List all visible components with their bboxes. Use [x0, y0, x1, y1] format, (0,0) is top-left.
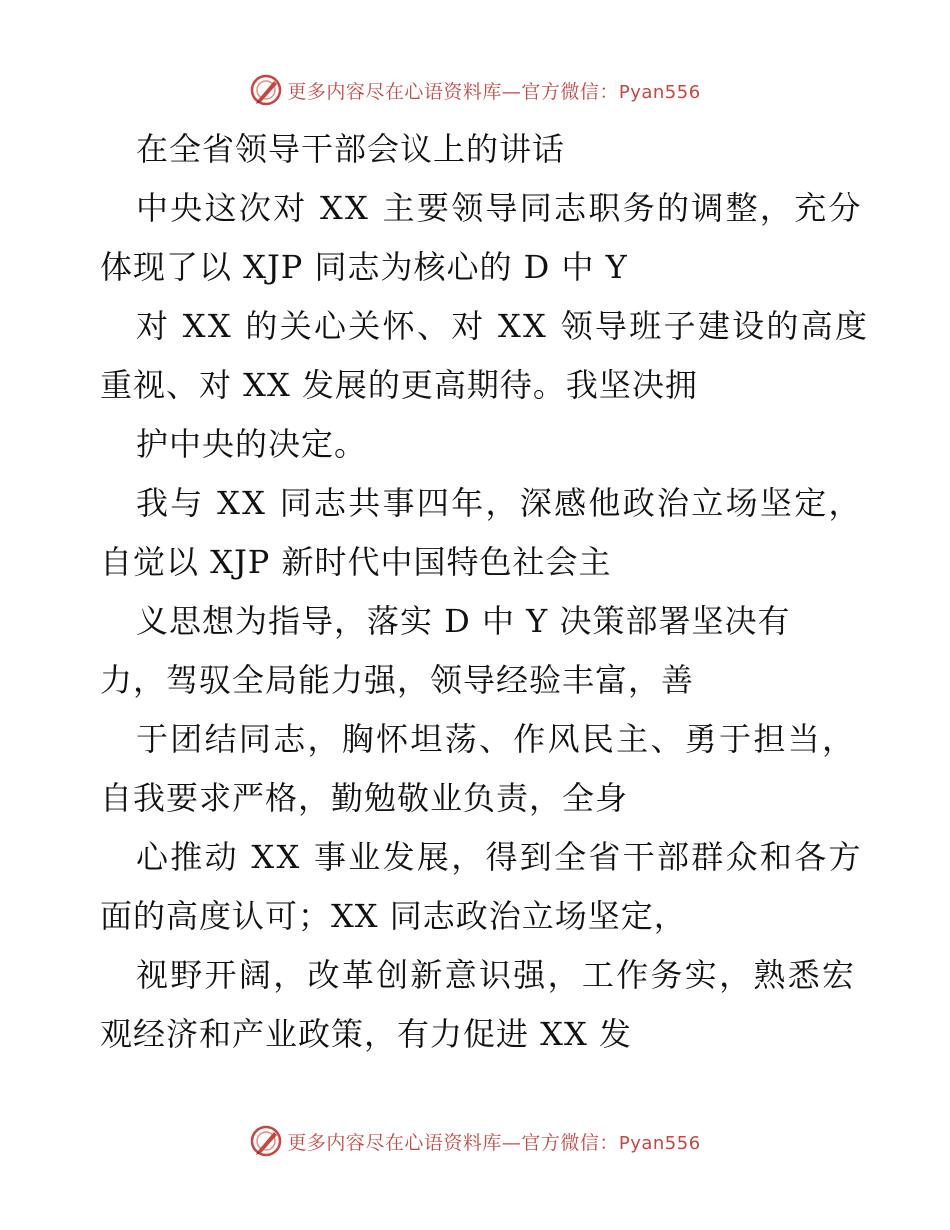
- text-line: 护中央的决定。: [136, 425, 368, 463]
- brand-text: 更多内容尽在心语资料库: [287, 1131, 502, 1154]
- wechat-id: Pyan556: [618, 81, 701, 103]
- text-line: 义思想为指导，落实 D 中 Y 决策部署坚决有: [136, 602, 791, 640]
- wechat-label: 官方微信：: [521, 80, 619, 103]
- text-line: 自我要求严格，勤勉敬业负责，全身: [100, 779, 629, 817]
- dash: —: [501, 80, 522, 103]
- text-line: 中央这次对 XX 主要领导同志职务的调整，充分: [136, 189, 863, 227]
- document-title: 在全省领导干部会议上的讲话: [136, 130, 566, 168]
- text-line: 于团结同志，胸怀坦荡、作风民主、勇于担当，: [136, 720, 857, 758]
- wechat-label: 官方微信：: [521, 1131, 619, 1154]
- text-line: 自觉以 XJP 新时代中国特色社会主: [100, 543, 612, 581]
- text-line: 重视、对 XX 发展的更高期待。我坚决拥: [100, 366, 698, 404]
- header-banner: [0, 70, 950, 110]
- text-line: 力，驾驭全局能力强，领导经验丰富，善: [100, 661, 695, 699]
- brand-text: 更多内容尽在心语资料库: [287, 80, 502, 103]
- header-banner-text: [287, 77, 700, 104]
- text-line: 心推动 XX 事业发展，得到全省干部群众和各方: [136, 838, 863, 876]
- pen-logo-icon: [249, 1124, 283, 1158]
- text-line: 体现了以 XJP 同志为核心的 D 中 Y: [100, 248, 628, 286]
- wechat-id: Pyan556: [618, 1132, 701, 1154]
- text-line: 面的高度认可；XX 同志政治立场坚定，: [100, 897, 687, 935]
- dash: —: [501, 1131, 522, 1154]
- text-line: 观经济和产业政策，有力促进 XX 发: [100, 1015, 632, 1053]
- footer-banner-text: [287, 1128, 700, 1155]
- text-line: 视野开阔，改革创新意识强，工作务实，熟悉宏: [136, 956, 857, 994]
- text-line: 对 XX 的关心关怀、对 XX 领导班子建设的高度: [136, 307, 870, 345]
- pen-logo-icon: [249, 73, 283, 107]
- document-body: [100, 120, 870, 1064]
- footer-banner: [0, 1121, 950, 1161]
- text-line: 我与 XX 同志共事四年，深感他政治立场坚定，: [136, 484, 863, 522]
